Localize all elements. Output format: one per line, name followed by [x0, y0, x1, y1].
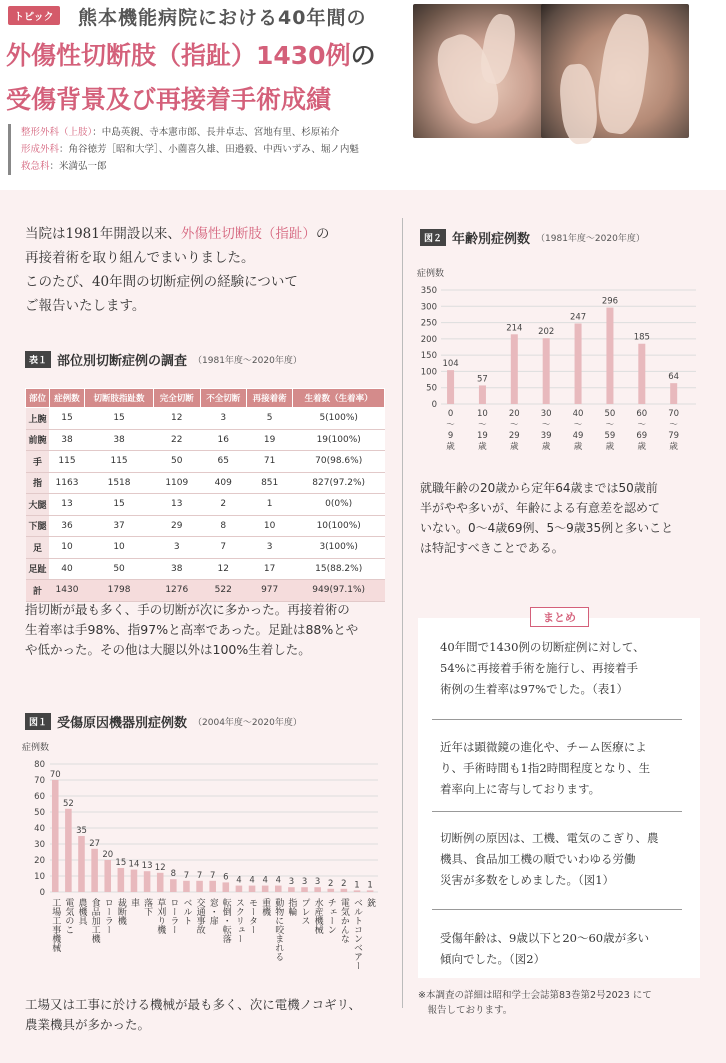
- summary-item: 40年間で1430例の切断症例に対して、 54%に再接着手術を施行し、再接着手 術例の生着率は97%でした。（表1）: [440, 640, 645, 696]
- data-label: 57: [477, 374, 488, 385]
- table-cell: 10: [49, 537, 84, 559]
- bar: [78, 836, 85, 892]
- y-tick-label: 0: [39, 888, 45, 898]
- table-cell: 前腕: [26, 429, 50, 451]
- table-cell: 15: [49, 408, 84, 430]
- table-cell: 19: [246, 429, 292, 451]
- table-cell: 15: [85, 494, 154, 516]
- data-label: 1: [354, 880, 360, 891]
- y-tick-label: 40: [34, 824, 45, 834]
- table-cell: 29: [154, 515, 200, 537]
- data-label: 15: [115, 858, 127, 868]
- bar: [104, 860, 111, 892]
- bar: [367, 890, 374, 892]
- y-axis-label: 症例数: [417, 269, 445, 279]
- table-cell: 40: [49, 558, 84, 580]
- table-row: [26, 408, 385, 430]
- bar: [52, 780, 59, 892]
- title-line-2: 外傷性切断肢（指趾）1430例の: [6, 41, 376, 70]
- bar: [170, 879, 177, 892]
- summary-divider: [432, 811, 682, 812]
- x-tick-label: 20 〜 29 歳: [508, 409, 520, 452]
- table-header-cell: 部位: [26, 389, 50, 408]
- data-label: 247: [569, 312, 587, 323]
- x-tick-label: 水産機械: [312, 898, 323, 934]
- data-label: 3: [288, 877, 295, 888]
- x-tick-label: 草刈り機: [155, 898, 166, 934]
- table-cell: 50: [85, 558, 154, 580]
- table-cell: 足: [26, 537, 50, 559]
- data-label: 35: [76, 826, 87, 836]
- y-tick-label: 150: [420, 351, 437, 362]
- table-cell: 上腕: [26, 408, 50, 430]
- y-tick-label: 250: [420, 318, 437, 329]
- table-cell: 1430: [49, 580, 84, 602]
- data-label: 4: [262, 875, 268, 886]
- table-cell: 2: [200, 494, 246, 516]
- summary-divider: [432, 909, 682, 910]
- table-cell: 7: [200, 537, 246, 559]
- table-cell: 12: [200, 558, 246, 580]
- table-cell: 36: [49, 515, 84, 537]
- table-row: [26, 429, 385, 451]
- bar: [670, 383, 677, 404]
- y-tick-label: 200: [420, 334, 437, 345]
- table-row: [26, 580, 385, 602]
- author-list: [8, 124, 359, 175]
- table-cell: 115: [85, 451, 154, 473]
- table-row: [26, 494, 385, 516]
- table-header-cell: 再接着術: [246, 389, 292, 408]
- fig2-heading: 図２ 年齢別症例数 （1981年度〜2020年度）: [420, 228, 645, 247]
- table-cell: 16: [200, 429, 246, 451]
- bar: [209, 881, 216, 892]
- x-tick-label: ベルト: [181, 898, 192, 925]
- x-tick-label: 電気のこ: [63, 898, 74, 934]
- table-cell: 38: [85, 429, 154, 451]
- table-cell: 1163: [49, 472, 84, 494]
- table-cell: 10(100%): [293, 515, 385, 537]
- data-label: 214: [506, 323, 523, 334]
- table-cell: 1798: [85, 580, 154, 602]
- table-cell: 12: [154, 408, 200, 430]
- data-label: 4: [236, 875, 242, 886]
- table-cell: 17: [246, 558, 292, 580]
- table-header-cell: 生着数（生着率）: [293, 389, 385, 408]
- table-cell: 38: [49, 429, 84, 451]
- y-tick-label: 300: [420, 302, 437, 313]
- y-tick-label: 10: [34, 872, 45, 882]
- table-cell: 3: [246, 537, 292, 559]
- table-cell: 70(98.6%): [293, 451, 385, 473]
- y-tick-label: 20: [34, 856, 45, 866]
- table-header-cell: 切断肢指趾数: [85, 389, 154, 408]
- bar: [638, 344, 645, 404]
- bar: [314, 887, 321, 892]
- fig1-description: 工場又は工事に於ける機械が最も多く、次に電機ノコギリ、 農業機具が多かった。: [25, 997, 362, 1032]
- table-cell: 10: [246, 515, 292, 537]
- x-tick-label: スクリュー: [233, 898, 244, 943]
- table-header-cell: 不全切断: [200, 389, 246, 408]
- data-label: 64: [668, 372, 680, 383]
- table-cell: 977: [246, 580, 292, 602]
- y-tick-label: 30: [34, 840, 45, 850]
- table-cell: 949(97.1%): [293, 580, 385, 602]
- bar: [65, 809, 72, 892]
- x-tick-label: 指輪: [286, 898, 297, 916]
- table-cell: 15(88.2%): [293, 558, 385, 580]
- x-tick-label: 窓・扉: [207, 898, 218, 925]
- y-tick-label: 80: [34, 760, 45, 770]
- x-tick-label: 0 〜 9 歳: [446, 409, 455, 452]
- bar: [275, 886, 282, 892]
- footnote: ※本調査の詳細は昭和学士会誌第83巻第2号2023 にて 報告しております。: [418, 990, 652, 1016]
- x-tick-label: 動物に咬まれる: [273, 898, 284, 961]
- table-cell: 5: [246, 408, 292, 430]
- table-cell: 71: [246, 451, 292, 473]
- table-row: [26, 451, 385, 473]
- data-label: 2: [341, 878, 347, 889]
- x-tick-label: ローラー: [168, 898, 179, 934]
- table-cell: 10: [85, 537, 154, 559]
- bar: [354, 890, 361, 892]
- bar: [236, 886, 243, 892]
- fig1-heading: 図１ 受傷原因機器別症例数 （2004年度〜2020年度）: [25, 712, 302, 731]
- table-cell: 50: [154, 451, 200, 473]
- table-cell: 3(100%): [293, 537, 385, 559]
- data-label: 7: [183, 870, 190, 881]
- table-cell: 足趾: [26, 558, 50, 580]
- data-label: 4: [249, 875, 255, 886]
- hand-photo-2: [541, 4, 689, 138]
- x-tick-label: 電気かんな: [338, 898, 349, 943]
- topic-tag: トピック: [8, 6, 60, 25]
- table-row: [26, 472, 385, 494]
- y-tick-label: 60: [34, 792, 45, 802]
- table1-heading: 表１ 部位別切断症例の調査 （1981年度〜2020年度）: [25, 350, 302, 369]
- data-label: 2: [328, 878, 334, 889]
- fig2-description: 就職年齢の20歳から定年64歳までは50歳前 半がやや多いが、年齢による有意差を認めて いない。0〜4歳69例、5〜9歳35例と多いこと は特記すべきことである。: [420, 481, 674, 555]
- title-line-1: 熊本機能病院における40年間の: [78, 7, 367, 29]
- site-table: [25, 388, 385, 602]
- table-cell: 38: [154, 558, 200, 580]
- bar: [606, 308, 613, 404]
- table-cell: 522: [200, 580, 246, 602]
- table-cell: 827(97.2%): [293, 472, 385, 494]
- data-label: 12: [154, 862, 166, 873]
- bar: [575, 324, 582, 404]
- summary-item: 近年は顕微鏡の進化や、チーム医療によ り、手術時間も1指2時間程度となり、生 着率向上に寄与しております。: [440, 740, 651, 796]
- table-cell: 1109: [154, 472, 200, 494]
- x-tick-label: 10 〜 19 歳: [477, 409, 488, 452]
- x-tick-label: 工場工事機械: [50, 898, 61, 952]
- bar: [131, 870, 138, 892]
- x-tick-label: ベルトコンベアー: [352, 898, 363, 970]
- y-tick-label: 100: [420, 367, 437, 378]
- table-cell: 409: [200, 472, 246, 494]
- data-label: 6: [223, 872, 229, 883]
- data-label: 104: [442, 359, 459, 370]
- table-cell: 8: [200, 515, 246, 537]
- data-label: 70: [49, 770, 61, 780]
- bar: [183, 881, 190, 892]
- data-label: 20: [102, 850, 114, 860]
- data-label: 3: [314, 877, 321, 888]
- bar: [262, 886, 269, 892]
- data-label: 52: [62, 798, 74, 809]
- data-label: 1: [367, 880, 373, 891]
- x-tick-label: 60 〜 69 歳: [636, 409, 648, 452]
- x-tick-label: ローラー: [102, 898, 113, 934]
- bar: [144, 871, 151, 892]
- table-cell: 1276: [154, 580, 200, 602]
- data-label: 202: [538, 327, 555, 338]
- table-cell: 5(100%): [293, 408, 385, 430]
- bar: [223, 882, 230, 892]
- table-cell: 19(100%): [293, 429, 385, 451]
- x-tick-label: 落下: [142, 898, 153, 916]
- bar: [91, 849, 98, 892]
- cause-bar-chart: [20, 738, 385, 980]
- data-label: 8: [170, 869, 177, 880]
- table-cell: 15: [85, 408, 154, 430]
- y-tick-label: 70: [34, 776, 45, 786]
- table-row: [26, 537, 385, 559]
- x-tick-label: 農機具: [76, 898, 87, 925]
- y-tick-label: 50: [426, 383, 437, 394]
- data-label: 185: [633, 332, 650, 343]
- table-cell: 0(0%): [293, 494, 385, 516]
- table-cell: 指: [26, 472, 50, 494]
- table-row: [26, 558, 385, 580]
- x-tick-label: 転倒・転落: [220, 898, 231, 943]
- x-tick-label: 重機: [260, 898, 271, 916]
- hand-photo-1: [413, 4, 561, 138]
- data-label: 4: [275, 875, 281, 886]
- x-tick-label: 40 〜 49 歳: [572, 409, 584, 452]
- y-tick-label: 50: [34, 808, 45, 818]
- y-tick-label: 0: [431, 400, 437, 410]
- bar: [301, 887, 308, 892]
- x-tick-label: モーター: [247, 898, 258, 934]
- table-header-cell: 完全切断: [154, 389, 200, 408]
- table-cell: 計: [26, 580, 50, 602]
- table-cell: 大腿: [26, 494, 50, 516]
- bar: [118, 868, 125, 892]
- table-cell: 13: [154, 494, 200, 516]
- age-bar-chart: [415, 262, 700, 462]
- column-divider: [402, 218, 403, 1008]
- table-header-cell: 症例数: [49, 389, 84, 408]
- table-cell: 1518: [85, 472, 154, 494]
- bar: [447, 370, 454, 404]
- summary-item: 受傷年齢は、9歳以下と20〜60歳が多い 傾向でした。（図2）: [440, 931, 650, 966]
- table-cell: 1: [246, 494, 292, 516]
- data-label: 27: [89, 838, 101, 849]
- table-row: [26, 515, 385, 537]
- bar: [543, 338, 550, 404]
- table-cell: 3: [200, 408, 246, 430]
- x-tick-label: 50 〜 59 歳: [604, 409, 616, 452]
- bar: [196, 881, 203, 892]
- bar: [341, 889, 348, 892]
- x-tick-label: 裁断機: [115, 898, 126, 925]
- data-label: 3: [301, 877, 308, 888]
- table-cell: 3: [154, 537, 200, 559]
- x-tick-label: 食品加工機: [89, 898, 100, 943]
- x-tick-label: プレス: [299, 898, 310, 925]
- article-header: [0, 0, 726, 190]
- table1-description: 指切断が最も多く、手の切断が次に多かった。再接着術の 生着率は手98%、指97%と高率であった。足趾は88%とや や低かった。その他は大腿以外は100%生着した。: [25, 602, 359, 657]
- y-tick-label: 350: [420, 286, 437, 296]
- bar: [288, 887, 295, 892]
- summary-tag: まとめ: [530, 607, 589, 627]
- table-cell: 13: [49, 494, 84, 516]
- y-axis-label: 症例数: [22, 743, 50, 753]
- table-cell: 37: [85, 515, 154, 537]
- x-tick-label: 70 〜 79 歳: [668, 409, 680, 452]
- author-row: 整形外科（上肢）：中島英親、寺本憲市郎、長井卓志、宮地有里、杉原祐介: [21, 127, 340, 138]
- bar: [327, 889, 334, 892]
- intro-text: 当院は1981年開設以来、外傷性切断肢（指趾）の 再接着術を取り組んでまいりました。 このたび、40年間の切断症例の経験について ご報告いたします。: [25, 226, 330, 314]
- x-tick-label: 交通事故: [194, 898, 205, 934]
- data-label: 7: [209, 870, 216, 881]
- x-tick-label: 30 〜 39 歳: [540, 409, 552, 452]
- table-cell: 65: [200, 451, 246, 473]
- data-label: 13: [141, 861, 153, 872]
- x-tick-label: 銃: [365, 898, 376, 907]
- title-line-3: 受傷背景及び再接着手術成績: [6, 85, 332, 114]
- data-label: 7: [196, 870, 203, 881]
- data-label: 14: [128, 859, 140, 870]
- table-cell: 851: [246, 472, 292, 494]
- bar: [479, 385, 486, 404]
- summary-item: 切断例の原因は、工機、電気のこぎり、農 機具、食品加工機の順でいわゆる労働 災害が多数をしめました。（図1）: [440, 831, 659, 887]
- data-label: 296: [601, 296, 619, 307]
- summary-divider: [432, 719, 682, 720]
- author-row: 形成外科：角谷徳芳［昭和大学］、小薗喜久雄、田邉毅、中西いずみ、堀ノ内魁: [21, 144, 359, 155]
- author-row: 救急科：米満弘一郎: [21, 161, 107, 172]
- bar: [249, 886, 256, 892]
- table-cell: 手: [26, 451, 50, 473]
- table-cell: 22: [154, 429, 200, 451]
- table-cell: 下腿: [26, 515, 50, 537]
- table-cell: 115: [49, 451, 84, 473]
- bar: [511, 334, 518, 404]
- x-tick-label: チェーン: [325, 898, 336, 934]
- bar: [157, 873, 164, 892]
- x-tick-label: 車: [128, 898, 139, 907]
